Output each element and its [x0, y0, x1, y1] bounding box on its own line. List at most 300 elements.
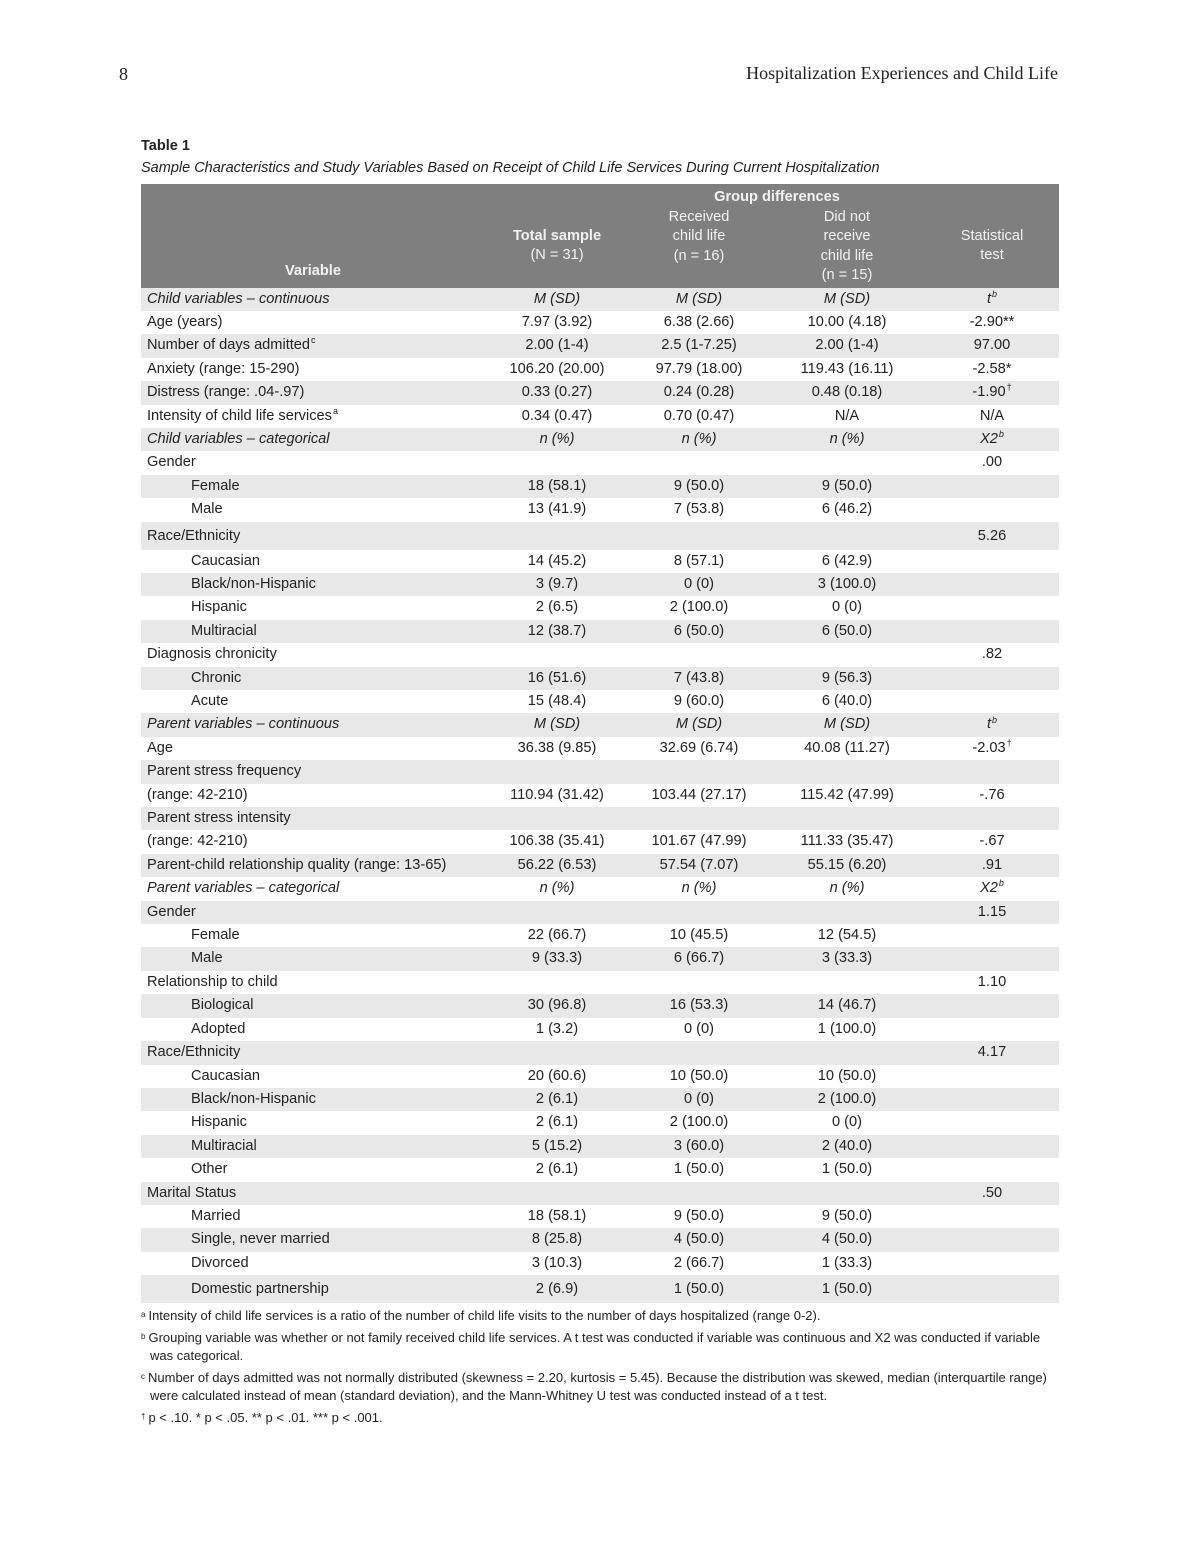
- header-variable: [141, 184, 485, 288]
- not-received-cell: [769, 1065, 925, 1088]
- statistic-cell-value: X2: [980, 880, 998, 897]
- table-row: [141, 311, 1059, 334]
- not-received-cell: [769, 475, 925, 498]
- not-received-cell-value: 3 (33.3): [821, 950, 873, 967]
- table-body: [141, 288, 1059, 1304]
- received-cell-value: 2 (100.0): [669, 1114, 729, 1131]
- table-row: [141, 381, 1059, 404]
- received-cell: [629, 428, 769, 451]
- table-row: [141, 667, 1059, 690]
- received-cell-value: 0 (0): [683, 575, 714, 592]
- received-cell: [629, 667, 769, 690]
- header-not-line3: child life: [820, 247, 874, 264]
- not-received-cell: [769, 1135, 925, 1158]
- header-not-n: (n = 15): [821, 267, 873, 283]
- row-label: Gender: [147, 454, 196, 471]
- total-sample-cell: [485, 1228, 629, 1251]
- row-label: Biological: [191, 997, 254, 1014]
- total-sample-cell-value: 0.34 (0.47): [521, 407, 593, 424]
- received-cell: [629, 690, 769, 713]
- row-label: Chronic: [191, 669, 242, 686]
- statistic-cell: [925, 1182, 1059, 1205]
- table-row: [141, 498, 1059, 521]
- received-cell: [629, 807, 769, 830]
- statistic-cell-value: t: [986, 716, 992, 733]
- row-label: Parent stress intensity: [147, 810, 291, 827]
- statistic-cell: [925, 311, 1059, 334]
- total-sample-cell: [485, 451, 629, 474]
- header-statistical-test: [925, 184, 1059, 288]
- total-sample-cell: [485, 737, 629, 760]
- total-sample-cell-value: 56.22 (6.53): [517, 856, 597, 873]
- received-cell: [629, 971, 769, 994]
- footnote-c-mark: c: [141, 1372, 145, 1381]
- received-cell-value: 7 (53.8): [673, 501, 725, 518]
- row-label: Race/Ethnicity: [147, 1044, 241, 1061]
- total-sample-cell-value: 9 (33.3): [531, 950, 583, 967]
- not-received-cell-value: n (%): [829, 430, 865, 447]
- not-received-cell-value: 0 (0): [831, 1114, 862, 1131]
- received-cell-value: 6 (66.7): [673, 950, 725, 967]
- received-cell: [629, 1228, 769, 1251]
- row-label: Parent variables – continuous: [147, 716, 340, 733]
- table-row: [141, 1205, 1059, 1228]
- row-label: (range: 42-210): [147, 786, 248, 803]
- header-stat-line1: Statistical: [960, 227, 1024, 244]
- statistic-cell: [925, 405, 1059, 428]
- not-received-cell: [769, 381, 925, 404]
- not-received-cell: [769, 854, 925, 877]
- row-label: Hispanic: [191, 1114, 247, 1131]
- row-label-cell: [141, 690, 485, 713]
- received-cell-value: 32.69 (6.74): [659, 739, 739, 756]
- not-received-cell: [769, 784, 925, 807]
- total-sample-cell-value: 2.00 (1-4): [525, 337, 589, 354]
- row-label: Parent variables – categorical: [147, 880, 340, 897]
- statistic-mark: †: [1006, 382, 1012, 393]
- statistic-cell-value: -2.90**: [969, 313, 1015, 330]
- header-group-differences: [629, 184, 925, 288]
- received-cell-value: n (%): [681, 430, 717, 447]
- row-label: Number of days admitted: [147, 337, 311, 354]
- total-sample-cell: [485, 947, 629, 970]
- received-cell-value: 0.24 (0.28): [663, 384, 735, 401]
- not-received-cell-value: 14 (46.7): [817, 997, 877, 1014]
- not-received-cell: [769, 358, 925, 381]
- total-sample-cell: [485, 620, 629, 643]
- row-label-cell: [141, 428, 485, 451]
- total-sample-cell-value: 13 (41.9): [527, 501, 587, 518]
- header-received-line1: Received: [668, 208, 730, 225]
- page-number: 8: [119, 64, 128, 84]
- total-sample-cell-value: 106.20 (20.00): [509, 360, 605, 377]
- row-label: Age: [147, 739, 173, 756]
- row-label: Black/non-Hispanic: [191, 1090, 316, 1107]
- row-label: Other: [191, 1161, 228, 1178]
- total-sample-cell: [485, 550, 629, 573]
- received-cell: [629, 358, 769, 381]
- row-label-cell: [141, 1065, 485, 1088]
- not-received-cell-value: 12 (54.5): [817, 927, 877, 944]
- not-received-cell-value: 2 (100.0): [817, 1090, 877, 1107]
- row-label-cell: [141, 807, 485, 830]
- not-received-cell: [769, 596, 925, 619]
- statistic-cell: [925, 596, 1059, 619]
- total-sample-cell: [485, 690, 629, 713]
- total-sample-cell-value: 12 (38.7): [527, 622, 587, 639]
- row-label: Anxiety (range: 15-290): [147, 360, 300, 377]
- statistic-cell: [925, 1018, 1059, 1041]
- table-row: [141, 760, 1059, 783]
- table-row: [141, 1065, 1059, 1088]
- row-label: Female: [191, 927, 240, 944]
- row-label: Diagnosis chronicity: [147, 646, 277, 663]
- received-cell: [629, 498, 769, 521]
- header-received-n: (n = 16): [673, 247, 725, 264]
- table-row: [141, 288, 1059, 311]
- received-cell: [629, 901, 769, 924]
- total-sample-cell: [485, 522, 629, 550]
- footnote-p-mark: †: [141, 1412, 146, 1421]
- total-sample-cell-value: 18 (58.1): [527, 477, 587, 494]
- table-row: [141, 522, 1059, 550]
- not-received-cell-value: 6 (46.2): [821, 501, 873, 518]
- not-received-cell: [769, 573, 925, 596]
- row-label-cell: [141, 1228, 485, 1251]
- statistic-cell: [925, 1158, 1059, 1181]
- received-cell: [629, 1205, 769, 1228]
- statistic-cell: [925, 381, 1059, 404]
- statistic-cell: [925, 947, 1059, 970]
- statistic-cell: [925, 522, 1059, 550]
- not-received-cell: [769, 947, 925, 970]
- total-sample-cell: [485, 713, 629, 736]
- received-cell-value: 10 (45.5): [669, 927, 729, 944]
- table-row: [141, 901, 1059, 924]
- row-label-cell: [141, 620, 485, 643]
- not-received-cell: [769, 643, 925, 666]
- received-cell: [629, 288, 769, 311]
- statistic-cell: [925, 573, 1059, 596]
- not-received-cell: [769, 498, 925, 521]
- received-cell-value: 7 (43.8): [673, 669, 725, 686]
- received-cell: [629, 620, 769, 643]
- row-label-cell: [141, 550, 485, 573]
- statistic-cell: [925, 1041, 1059, 1064]
- total-sample-cell: [485, 667, 629, 690]
- statistic-cell: [925, 428, 1059, 451]
- statistic-cell-value: N/A: [979, 407, 1005, 424]
- table-label: Table 1: [141, 138, 190, 154]
- received-cell: [629, 1088, 769, 1111]
- table-row: [141, 713, 1059, 736]
- total-sample-cell-value: 3 (9.7): [535, 575, 579, 592]
- received-cell: [629, 1065, 769, 1088]
- row-label: Intensity of child life services: [147, 407, 332, 424]
- received-cell-value: 1 (50.0): [673, 1281, 725, 1298]
- received-cell-value: 9 (60.0): [673, 693, 725, 709]
- row-label: Acute: [191, 693, 229, 709]
- row-label-cell: [141, 854, 485, 877]
- not-received-cell: [769, 1182, 925, 1205]
- received-cell-value: 6.38 (2.66): [663, 313, 735, 330]
- not-received-cell-value: 6 (42.9): [821, 552, 873, 569]
- not-received-cell-value: 10 (50.0): [817, 1067, 877, 1084]
- table-row: [141, 947, 1059, 970]
- row-label-cell: [141, 737, 485, 760]
- table-row: [141, 451, 1059, 474]
- row-label-cell: [141, 358, 485, 381]
- received-cell-value: M (SD): [675, 290, 723, 307]
- received-cell: [629, 1111, 769, 1134]
- not-received-cell: [769, 760, 925, 783]
- table-row: [141, 475, 1059, 498]
- statistic-cell-value: .82: [981, 646, 1003, 663]
- not-received-cell: [769, 522, 925, 550]
- statistic-cell: [925, 1205, 1059, 1228]
- total-sample-cell: [485, 475, 629, 498]
- row-label: Child variables – categorical: [147, 430, 330, 447]
- total-sample-cell-value: 3 (10.3): [531, 1254, 583, 1271]
- received-cell-value: 2 (66.7): [673, 1254, 725, 1271]
- header-total-title: Total sample: [512, 227, 602, 244]
- statistic-cell: [925, 1228, 1059, 1251]
- header-not-received: [769, 208, 925, 286]
- row-label-cell: [141, 643, 485, 666]
- statistic-cell-value: -.76: [979, 786, 1005, 803]
- statistic-mark: b: [998, 429, 1004, 440]
- total-sample-cell: [485, 971, 629, 994]
- not-received-cell: [769, 334, 925, 357]
- table-caption: Sample Characteristics and Study Variables Based on Receipt of Child Life Services During Current Hospitalization: [141, 160, 880, 176]
- statistic-cell: [925, 713, 1059, 736]
- row-label: Male: [191, 950, 223, 967]
- not-received-cell-value: 1 (33.3): [821, 1254, 873, 1271]
- not-received-cell: [769, 1041, 925, 1064]
- table-row: [141, 1158, 1059, 1181]
- not-received-cell: [769, 713, 925, 736]
- table-row: [141, 428, 1059, 451]
- statistic-cell: [925, 1275, 1059, 1303]
- row-label-cell: [141, 667, 485, 690]
- row-label-cell: [141, 498, 485, 521]
- statistic-cell: [925, 475, 1059, 498]
- table-row: [141, 1135, 1059, 1158]
- statistic-cell: [925, 924, 1059, 947]
- table-row: [141, 994, 1059, 1017]
- row-label: Married: [191, 1207, 241, 1224]
- received-cell: [629, 475, 769, 498]
- total-sample-cell-value: 7.97 (3.92): [521, 313, 593, 330]
- received-cell: [629, 1182, 769, 1205]
- total-sample-cell: [485, 573, 629, 596]
- header-not-line1: Did not: [823, 208, 871, 225]
- not-received-cell-value: N/A: [834, 407, 860, 424]
- row-label: Domestic partnership: [191, 1281, 329, 1298]
- total-sample-cell-value: 2 (6.1): [535, 1090, 579, 1107]
- running-head: Hospitalization Experiences and Child Life: [746, 63, 1058, 83]
- not-received-cell-value: M (SD): [823, 716, 871, 733]
- total-sample-cell: [485, 405, 629, 428]
- table-row: [141, 807, 1059, 830]
- not-received-cell: [769, 690, 925, 713]
- received-cell: [629, 1275, 769, 1303]
- total-sample-cell-value: 14 (45.2): [527, 552, 587, 569]
- received-cell: [629, 713, 769, 736]
- total-sample-cell-value: 2 (6.1): [535, 1114, 579, 1131]
- statistic-cell: [925, 451, 1059, 474]
- statistic-mark: b: [992, 714, 998, 725]
- statistic-cell: [925, 550, 1059, 573]
- received-cell: [629, 334, 769, 357]
- footnote-a-text: Intensity of child life services is a ratio of the number of child life visits to the number of days hospitalized (range 0-2).: [148, 1308, 821, 1323]
- total-sample-cell: [485, 1111, 629, 1134]
- table-row: [141, 1018, 1059, 1041]
- row-label: Gender: [147, 903, 196, 920]
- not-received-cell: [769, 1275, 925, 1303]
- total-sample-cell-value: 8 (25.8): [531, 1231, 583, 1248]
- received-cell: [629, 381, 769, 404]
- not-received-cell: [769, 451, 925, 474]
- row-label: Parent stress frequency: [147, 763, 302, 780]
- not-received-cell: [769, 1252, 925, 1275]
- received-cell-value: 2.5 (1-7.25): [661, 337, 737, 354]
- total-sample-cell: [485, 830, 629, 853]
- statistic-cell: [925, 830, 1059, 853]
- not-received-cell: [769, 667, 925, 690]
- row-label-cell: [141, 830, 485, 853]
- not-received-cell: [769, 550, 925, 573]
- footnotes: [141, 1307, 1061, 1431]
- total-sample-cell: [485, 784, 629, 807]
- not-received-cell-value: 1 (50.0): [821, 1281, 873, 1298]
- total-sample-cell-value: 20 (60.6): [527, 1067, 587, 1084]
- header-variable-label: Variable: [285, 263, 341, 279]
- statistic-cell-value: t: [986, 290, 992, 307]
- footnote-p: [141, 1409, 1061, 1427]
- received-cell-value: 6 (50.0): [673, 622, 725, 639]
- total-sample-cell: [485, 807, 629, 830]
- row-label-cell: [141, 971, 485, 994]
- row-label-cell: [141, 901, 485, 924]
- total-sample-cell-value: 2 (6.9): [535, 1281, 579, 1298]
- total-sample-cell: [485, 1205, 629, 1228]
- not-received-cell: [769, 994, 925, 1017]
- header-group-title: Group differences: [714, 189, 840, 205]
- total-sample-cell-value: 106.38 (35.41): [509, 833, 605, 850]
- received-cell-value: 0.70 (0.47): [663, 407, 735, 424]
- received-cell-value: 0 (0): [683, 1020, 714, 1037]
- statistic-cell: [925, 737, 1059, 760]
- received-cell-value: M (SD): [675, 716, 723, 733]
- not-received-cell-value: 6 (40.0): [821, 693, 873, 709]
- statistic-cell: [925, 620, 1059, 643]
- header-received-line2: child life: [672, 228, 726, 244]
- not-received-cell: [769, 830, 925, 853]
- not-received-cell-value: 0.48 (0.18): [811, 384, 883, 401]
- row-label-footnote-mark: a: [332, 405, 338, 416]
- total-sample-cell-value: n (%): [539, 430, 575, 447]
- row-label: Hispanic: [191, 599, 247, 616]
- table-row: [141, 1182, 1059, 1205]
- not-received-cell-value: 9 (50.0): [821, 1207, 873, 1224]
- statistic-cell-value: X2: [980, 430, 998, 447]
- row-label-footnote-mark: c: [311, 335, 316, 346]
- row-label: Black/non-Hispanic: [191, 575, 316, 592]
- total-sample-cell-value: 30 (96.8): [527, 997, 587, 1014]
- received-cell: [629, 1018, 769, 1041]
- not-received-cell: [769, 877, 925, 900]
- not-received-cell-value: 2 (40.0): [821, 1137, 873, 1154]
- received-cell: [629, 1041, 769, 1064]
- total-sample-cell-value: 16 (51.6): [527, 669, 587, 686]
- table-row: [141, 690, 1059, 713]
- row-label-cell: [141, 947, 485, 970]
- statistic-cell-value: .50: [981, 1184, 1003, 1201]
- not-received-cell-value: 10.00 (4.18): [807, 313, 887, 330]
- not-received-cell-value: 1 (50.0): [821, 1161, 873, 1178]
- not-received-cell: [769, 311, 925, 334]
- row-label-cell: [141, 1205, 485, 1228]
- not-received-cell-value: 4 (50.0): [821, 1231, 873, 1248]
- table-row: [141, 877, 1059, 900]
- header-not-line2: receive: [823, 228, 871, 244]
- not-received-cell: [769, 428, 925, 451]
- row-label-cell: [141, 784, 485, 807]
- row-label: Multiracial: [191, 1137, 257, 1154]
- total-sample-cell: [485, 924, 629, 947]
- received-cell-value: 9 (50.0): [673, 1207, 725, 1224]
- statistic-cell: [925, 498, 1059, 521]
- statistic-cell-value: 1.15: [977, 903, 1007, 920]
- total-sample-cell-value: M (SD): [533, 290, 581, 307]
- not-received-cell-value: 111.33 (35.47): [800, 833, 894, 850]
- statistic-cell: [925, 994, 1059, 1017]
- received-cell: [629, 1158, 769, 1181]
- not-received-cell-value: 9 (50.0): [821, 477, 873, 494]
- statistic-cell-value: -2.58*: [972, 360, 1012, 377]
- row-label-cell: [141, 573, 485, 596]
- statistic-cell: [925, 901, 1059, 924]
- total-sample-cell: [485, 1135, 629, 1158]
- total-sample-cell-value: n (%): [539, 880, 575, 897]
- statistic-mark: †: [1006, 737, 1012, 748]
- row-label-cell: [141, 381, 485, 404]
- total-sample-cell-value: 22 (66.7): [527, 927, 587, 944]
- statistic-cell: [925, 1111, 1059, 1134]
- statistic-cell: [925, 1252, 1059, 1275]
- not-received-cell-value: 3 (100.0): [817, 575, 877, 592]
- total-sample-cell: [485, 994, 629, 1017]
- statistic-cell-value: .00: [981, 454, 1003, 471]
- footnote-c-text: Number of days admitted was not normally distributed (skewness = 2.20, kurtosis = 5.45). Because the distribution was skewed, median (interquartile range) were calculated instead of mean (standard deviation), and the Mann-Whitney U test was conducted instead of a t test.: [148, 1370, 1047, 1403]
- not-received-cell-value: 0 (0): [831, 599, 862, 616]
- statistic-cell: [925, 877, 1059, 900]
- total-sample-cell-value: 15 (48.4): [527, 693, 587, 709]
- not-received-cell-value: 115.42 (47.99): [800, 786, 894, 803]
- row-label-cell: [141, 451, 485, 474]
- not-received-cell-value: 2.00 (1-4): [815, 337, 879, 354]
- total-sample-cell-value: 18 (58.1): [527, 1207, 587, 1224]
- row-label-cell: [141, 994, 485, 1017]
- row-label: Child variables – continuous: [147, 290, 330, 307]
- row-label-cell: [141, 1111, 485, 1134]
- total-sample-cell: [485, 1065, 629, 1088]
- statistic-cell: [925, 1135, 1059, 1158]
- row-label: Age (years): [147, 313, 223, 330]
- statistic-mark: b: [998, 878, 1004, 889]
- not-received-cell-value: 40.08 (11.27): [804, 739, 890, 756]
